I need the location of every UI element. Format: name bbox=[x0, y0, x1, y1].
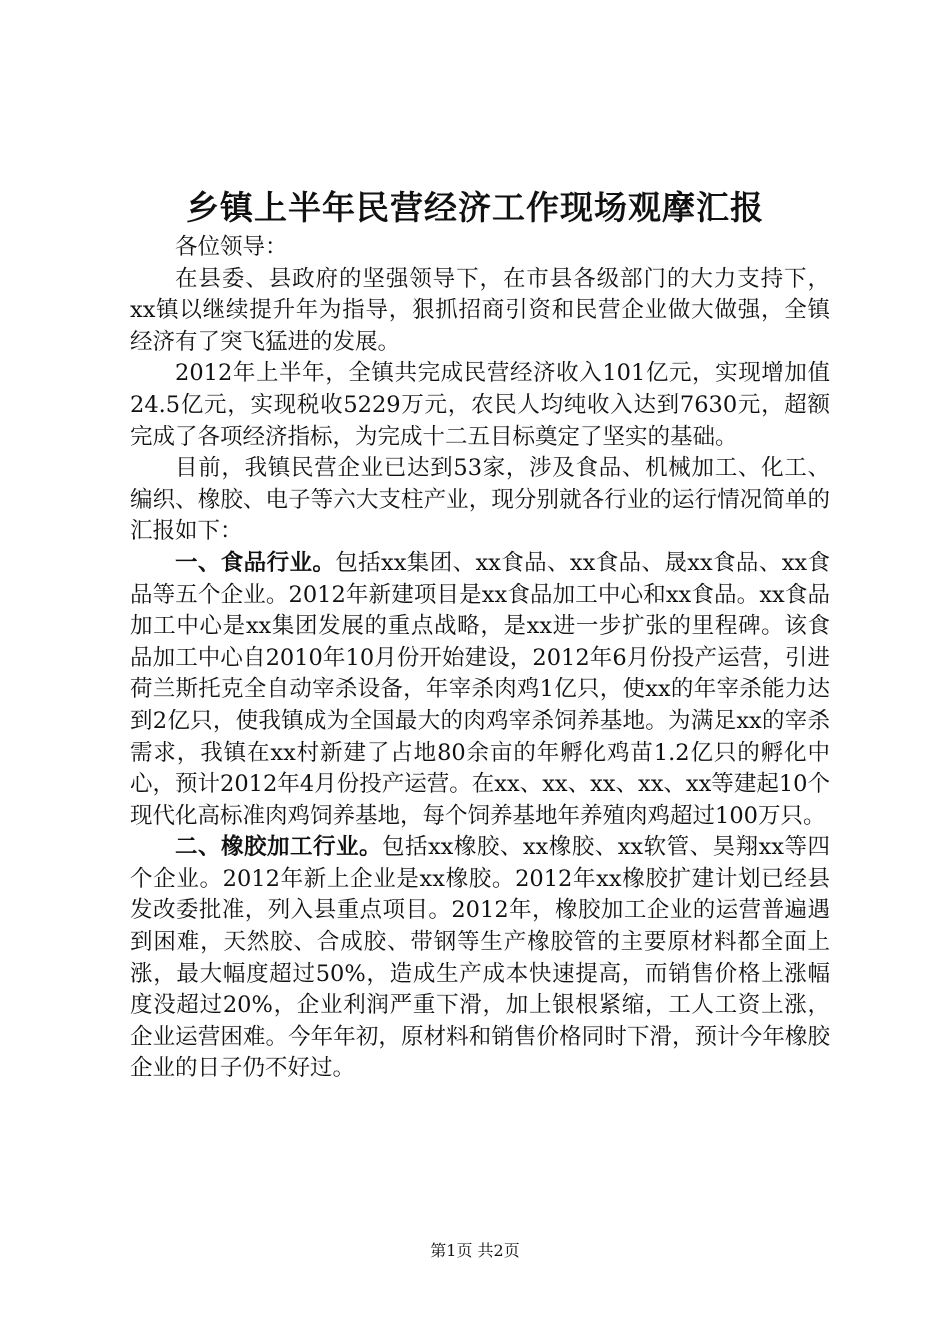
page-footer: 第1页 共2页 bbox=[430, 1241, 520, 1260]
paragraph-food-industry bbox=[130, 548, 830, 832]
document-title: 乡镇上半年民营经济工作现场观摩汇报 bbox=[186, 188, 764, 227]
paragraph-summary: 2012年上半年，全镇共完成民营经济收入101亿元，实现增加值24.5亿元，实现税收5229万元，农民人均纯收入达到7630元，超额完成了各项经济指标，为完成十二五目标奠定了坚实的基础。 bbox=[130, 360, 830, 450]
section-body-food: 包括xx集团、xx食品、xx食品、晟xx食品、xx食品等五个企业。2012年新建项目是xx食品加工中心和xx食品。xx食品加工中心是xx集团发展的重点战略，是xx进一步扩张的里程碑。该食品加工中心自2010年10月份开始建设，2012年6月份投产运营，引进荷兰斯托克全自动宰杀设备，年宰杀肉鸡1亿只，使xx的年宰杀能力达到2亿只，使我镇成为全国最大的肉鸡宰杀饲养基地。为满足xx的宰杀需求，我镇在xx村新建了占地80余亩的年孵化鸡苗1.2亿只的孵化中心，预计2012年4月份投产运营。在xx、xx、xx、xx、xx等建起10个现代化高标准肉鸡饲养基地，每个饲养基地年养殖肉鸡超过100万只。 bbox=[130, 549, 830, 829]
paragraph-overview: 目前，我镇民营企业已达到53家，涉及食品、机械加工、化工、编织、橡胶、电子等六大支柱产业，现分别就各行业的运行情况简单的汇报如下： bbox=[130, 455, 830, 545]
section-heading-food: 一、食品行业。 bbox=[175, 549, 336, 576]
greeting: 各位领导： bbox=[175, 234, 288, 260]
paragraph-intro: 在县委、县政府的坚强领导下，在市县各级部门的大力支持下，xx镇以继续提升年为指导，狠抓招商引资和民营企业做大做强，全镇经济有了突飞猛进的发展。 bbox=[130, 265, 830, 355]
section-body-rubber: 包括xx橡胶、xx橡胶、xx软管、昊翔xx等四个企业。2012年新上企业是xx橡胶。2012年xx橡胶扩建计划已经县发改委批准，列入县重点项目。2012年，橡胶加工企业的运营普遍遇到困难，天然胶、合成胶、带钢等生产橡胶管的主要原材料都全面上涨，最大幅度超过50%，造成生产成本快速提高，而销售价格上涨幅度没超过20%，企业利润严重下滑，加上银根紧缩，工人工资上涨，企业运营困难。今年年初，原材料和销售价格同时下滑，预计今年橡胶企业的日子仍不好过。 bbox=[130, 834, 830, 1082]
section-heading-rubber: 二、橡胶加工行业。 bbox=[175, 834, 382, 861]
paragraph-rubber-industry bbox=[130, 832, 830, 1085]
document-body bbox=[130, 232, 830, 1085]
